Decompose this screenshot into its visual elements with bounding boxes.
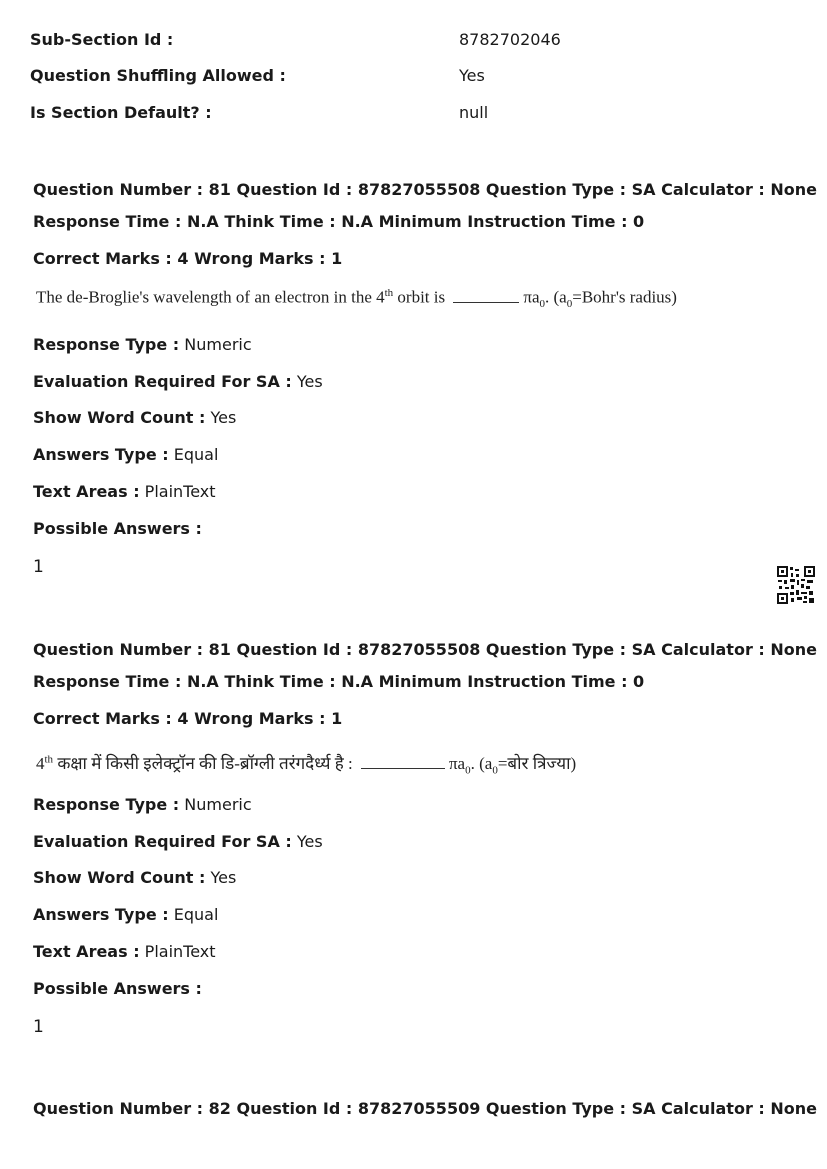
show-word-count: Show Word Count : Yes xyxy=(33,868,237,887)
question-marks: Correct Marks : 4 Wrong Marks : 1 xyxy=(33,709,343,728)
answer-blank xyxy=(361,754,445,769)
question-header: Question Number : 82 Question Id : 87827055509 Question Type : SA Calculator : None xyxy=(33,1099,817,1118)
text-areas: Text Areas : PlainText xyxy=(33,942,216,961)
sub-section-id-label: Sub-Section Id : xyxy=(30,30,174,49)
question-text: The de-Broglie's wavelength of an electron in the 4th orbit is $\pi a_0$. ($a_0=Bohr's$ radius) xyxy=(36,287,677,311)
question-marks: Correct Marks : 4 Wrong Marks : 1 xyxy=(33,249,343,268)
section-default-label: Is Section Default? : xyxy=(30,103,212,122)
answers-type: Answers Type : Equal xyxy=(33,445,219,464)
sub-section-id-value: 8782702046 xyxy=(459,30,561,49)
answers-type: Answers Type : Equal xyxy=(33,905,219,924)
question-header: Question Number : 81 Question Id : 87827055508 Question Type : SA Calculator : None xyxy=(33,180,817,199)
possible-answers: Possible Answers : xyxy=(33,979,202,998)
question-timing: Response Time : N.A Think Time : N.A Minimum Instruction Time : 0 xyxy=(33,212,645,231)
question-header: Question Number : 81 Question Id : 87827055508 Question Type : SA Calculator : None xyxy=(33,640,817,659)
evaluation-required: Evaluation Required For SA : Yes xyxy=(33,372,323,391)
question-text-hindi: 4th कक्षा में किसी इलेक्ट्रॉन की डि-ब्रॉग्ली तरंगदैर्ध्य है : $\pi a_0$. ($a_0=बोर$ त्रिज्या) xyxy=(36,753,577,777)
possible-answer-value: 1 xyxy=(33,557,44,577)
show-word-count: Show Word Count : Yes xyxy=(33,408,237,427)
question-timing: Response Time : N.A Think Time : N.A Minimum Instruction Time : 0 xyxy=(33,672,645,691)
question-shuffling-value: Yes xyxy=(459,66,485,85)
evaluation-required: Evaluation Required For SA : Yes xyxy=(33,832,323,851)
text-areas: Text Areas : PlainText xyxy=(33,482,216,501)
question-shuffling-label: Question Shuffling Allowed : xyxy=(30,66,286,85)
possible-answer-value: 1 xyxy=(33,1017,44,1037)
answer-blank xyxy=(453,288,519,303)
response-type: Response Type : Numeric xyxy=(33,335,252,354)
qr-code-icon xyxy=(776,565,816,605)
section-default-value: null xyxy=(459,103,489,122)
possible-answers: Possible Answers : xyxy=(33,519,202,538)
response-type: Response Type : Numeric xyxy=(33,795,252,814)
